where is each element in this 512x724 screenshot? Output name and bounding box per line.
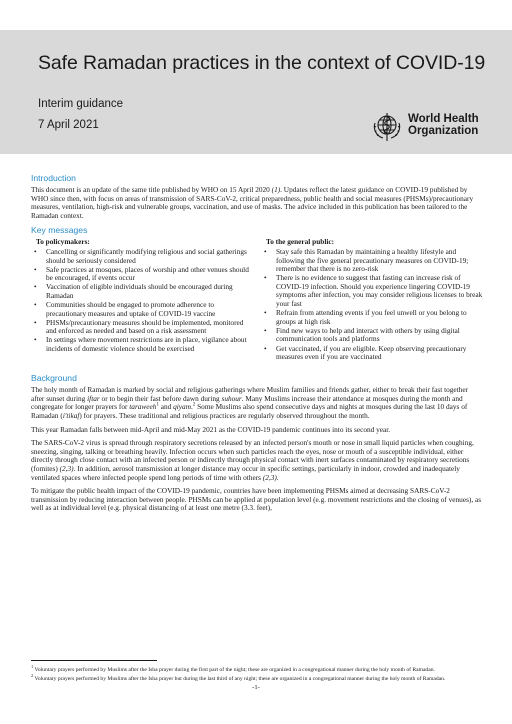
- list-item: • Refrain from attending events if you feel unwell or you belong to groups at high risk: [261, 309, 483, 326]
- bg3-text-c: .: [276, 472, 279, 482]
- bg1-text-d: and: [158, 402, 174, 412]
- policymakers-column: [31, 238, 253, 362]
- term-suhour: suhour: [221, 393, 242, 403]
- list-item: • In settings where movement restrictions are in place, vigilance about incidents of domestic violence should be exercised: [31, 336, 253, 353]
- bg1-text-e: Some Muslims also spend consecutive days and nights at mosques during the last 10 days of Ramadan (: [31, 402, 468, 420]
- bg3-text-a: The SARS-CoV-2 virus is spread through respiratory secretions released by an infected person's mouth or nose in small liquid particles when coughing, sneezing, singing, talking or breathing heavily. Infection occurs when such particles reach the eyes, nose or mouth of a susceptible individual, either directly through close contact with an infected person or indirectly through physical contact with inert surfaces contaminated by respiratory secretions (fomites): [31, 438, 474, 473]
- bg1-text-a: The holy month of Ramadan is marked by social and religious gatherings where Muslim families and friends gather, either to break their fast together after sunset during: [31, 385, 468, 403]
- policymakers-heading: To policymakers:: [36, 237, 90, 247]
- term-iftar: iftar: [87, 393, 100, 403]
- who-wordmark-line2: Organization: [408, 125, 479, 137]
- footnote-1: [31, 664, 483, 674]
- bg1-text-b: or to begin their fast before dawn during: [99, 393, 222, 403]
- footnote-number: 2: [31, 672, 34, 678]
- footnote-text: Voluntary prayers performed by Muslims after the Isha prayer but during the last third of any night; these are organized in a congregational manner during the holy month of Ramadan.: [33, 675, 446, 682]
- bg1-period: .: [190, 402, 193, 412]
- key-messages-heading: Key messages: [31, 225, 88, 236]
- who-logo: [370, 109, 500, 143]
- intro-text-a: This document is an update of the same title published by WHO on 15 April 2020: [31, 185, 272, 194]
- bg1-text-c: . Many Muslims increase their attendance at mosques during the month and congregate for longer prayers for: [31, 393, 463, 412]
- list-item: • PHSMs/precautionary measures should be implemented, monitored and enforced as needed and based on a risk assessment: [31, 319, 253, 336]
- footnote-text: Voluntary prayers performed by Muslims after the Isha prayer during the first part of the night; these are organized in a congregational manner during the holy month of Ramadan.: [33, 667, 435, 673]
- term-qiyam: qiyam: [173, 402, 191, 412]
- background-paragraph-4: To mitigate the public health impact of the COVID-19 pandemic, countries have been implementing PHSMs aimed at decreasing SARS-CoV-2 transmission by reducing interaction between people. PHSMs can be applied at population level (e.g. movement restrictions and the closing of venues), as well as at individual level (e.g. physical distancing of at least one metre (3.3. feet),: [31, 486, 482, 513]
- public-column: [261, 238, 483, 362]
- list-item: • Vaccination of eligible individuals should be encouraged during Ramadan: [31, 283, 253, 300]
- intro-citation: (1): [271, 185, 281, 194]
- document-date: 7 April 2021: [38, 119, 99, 131]
- page-number: -1-: [252, 684, 260, 691]
- introduction-paragraph: [31, 186, 483, 220]
- background-paragraph-1: [31, 386, 483, 420]
- key-messages-columns: [31, 238, 483, 362]
- public-list: [261, 248, 483, 362]
- background-heading: Background: [31, 373, 77, 384]
- bg3-citation-1: (2,3): [59, 463, 74, 473]
- who-emblem-icon: [370, 109, 404, 143]
- footnote-2: [31, 672, 483, 683]
- list-item: • Safe practices at mosques, places of worship and other venues should be encouraged, if events occur: [31, 266, 253, 283]
- document-title: Safe Ramadan practices in the context of COVID-19: [38, 52, 486, 74]
- background-paragraph-3: [31, 439, 483, 482]
- policymakers-list: [31, 248, 253, 354]
- list-item: • Cancelling or significantly modifying religious and social gatherings should be seriously considered: [31, 248, 253, 265]
- background-paragraph-2: This year Ramadan falls between mid-April and mid-May 2021 as the COVID-19 pandemic continues into its second year.: [31, 424, 391, 434]
- bg3-text-b: . In addition, aerosol transmission at longer distance may occur in specific settings, particularly in indoor, crowded and inadequately ventilated spaces where infected people spend long periods of time with others: [31, 463, 460, 482]
- who-wordmark: [408, 113, 498, 137]
- footnote-ref-1: 1: [156, 402, 159, 408]
- term-itikaf: i'tikaf: [62, 410, 80, 420]
- list-item: • Get vaccinated, if you are eligible. Keep observing precautionary measures even if you are vaccinated: [261, 345, 483, 362]
- footnotes: [31, 664, 483, 685]
- introduction-heading: Introduction: [31, 173, 76, 183]
- footnote-number: 1: [31, 664, 34, 670]
- intro-text-b: . Updates reflect the latest guidance on COVID-19 published by WHO since then, with focus on areas of transmission of SARS-CoV-2, critical preparedness, public health and social measures (PHSMs)/precautionary measures, ventilation, high-risk and vulnerable groups, vaccination, and use of masks. The advice included in this publication has been tailored to the Ramadan context.: [31, 185, 474, 220]
- list-item: • There is no evidence to suggest that fasting can increase risk of COVID-19 infection. Should you experience lingering COVID-19 symptoms after infection, you may consider religious licenses to break your fast: [261, 274, 483, 308]
- list-item: • Stay safe this Ramadan by maintaining a healthy lifestyle and following the five general precautionary measures on COVID-19; remember that there is no zero-risk: [261, 248, 483, 274]
- header-band: [0, 30, 512, 154]
- document-body: [31, 173, 483, 518]
- public-heading: To the general public:: [266, 237, 335, 247]
- list-item: • Find new ways to help and interact with others by using digital communication tools and platforms: [261, 327, 483, 344]
- footnote-divider: [31, 660, 157, 661]
- bg3-citation-2: (2,3): [262, 472, 277, 482]
- list-item: • Communities should be engaged to promote adherence to precautionary measures and uptake of COVID-19 vaccine: [31, 301, 253, 318]
- bg1-text-f: ) for prayers. These traditional and religious practices are regularly observed throughout the month.: [79, 410, 370, 420]
- who-wordmark-line1: World Health: [408, 113, 479, 125]
- footnote-ref-2: 2: [192, 402, 196, 408]
- document-subtitle: Interim guidance: [38, 98, 124, 110]
- term-taraweeh: taraweeh: [129, 402, 157, 412]
